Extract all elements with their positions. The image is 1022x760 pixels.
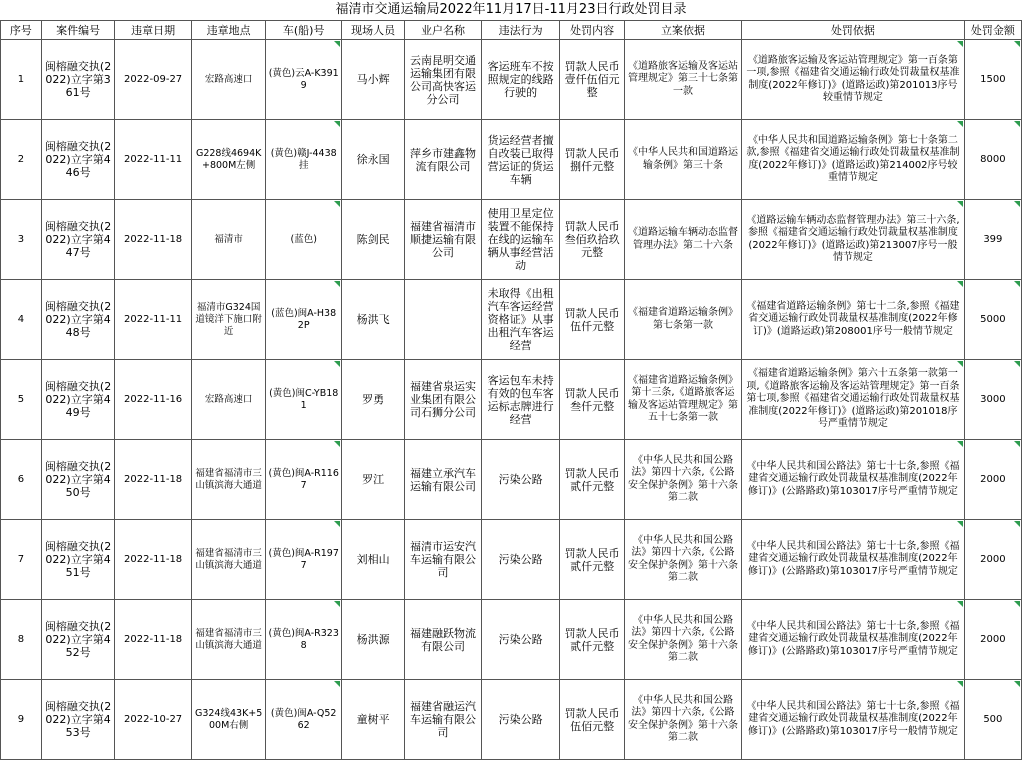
header-cell: 违章地点 xyxy=(191,21,266,40)
cell-marker-icon xyxy=(334,201,340,207)
sheet-title: 福清市交通运输局2022年11月17日-11月23日行政处罚目录 xyxy=(335,2,687,17)
penalty-amount: 3000 xyxy=(964,360,1021,440)
violation-place: G228线4694K+800M左侧 xyxy=(191,120,266,200)
cell-marker-icon xyxy=(334,441,340,447)
violation-date: 2022-10-27 xyxy=(115,680,192,760)
table-row[interactable] xyxy=(1,520,1022,600)
penalty-content: 罚款人民币贰仟元整 xyxy=(560,440,624,520)
cell-marker-icon xyxy=(334,521,340,527)
penalty-basis: 《福建省道路运输条例》第七十二条,参照《福建省交通运输行政处罚裁量权基准制度(2022年修订)》(道路运政)第208001序号一般情节规定 xyxy=(742,280,965,360)
filing-basis: 《道路运输车辆动态监督管理办法》第二十六条 xyxy=(624,200,741,280)
case-number: 闽榕融交执(2022)立字第448号 xyxy=(41,280,115,360)
violation-place: 福建省福清市三山镇滨海大通道 xyxy=(191,520,266,600)
penalty-basis: 《福建省道路运输条例》第六十五条第一款第一项,《道路旅客运输及客运站管理规定》第一百条第七项,参照《福建省交通运输行政处罚裁量权基准制度(2022年修订)》(道路运政)第201018序号严重情节规定 xyxy=(742,360,965,440)
onsite-person: 罗勇 xyxy=(341,360,404,440)
company-name: 福建立承汽车运输有限公司 xyxy=(405,440,482,520)
case-number: 闽榕融交执(2022)立字第451号 xyxy=(41,520,115,600)
header-cell: 现场人员 xyxy=(341,21,404,40)
onsite-person: 童树平 xyxy=(341,680,404,760)
filing-basis: 《中华人民共和国公路法》第四十六条,《公路安全保护条例》第十六条第二款 xyxy=(624,440,741,520)
table-row[interactable] xyxy=(1,360,1022,440)
onsite-person: 陈剑民 xyxy=(341,200,404,280)
penalty-basis: 《中华人民共和国公路法》第七十七条,参照《福建省交通运输行政处罚裁量权基准制度(2022年修订)》(公路路政)第103017序号严重情节规定 xyxy=(742,440,965,520)
violation-date: 2022-09-27 xyxy=(115,40,192,120)
penalty-content: 罚款人民币伍佰元整 xyxy=(560,680,624,760)
cell-marker-icon xyxy=(334,121,340,127)
violation-date: 2022-11-11 xyxy=(115,120,192,200)
cell-marker-icon xyxy=(957,121,963,127)
penalty-amount: 2000 xyxy=(964,520,1021,600)
cell-marker-icon xyxy=(957,361,963,367)
cell-marker-icon xyxy=(957,681,963,687)
plate-number: (蓝色) xyxy=(266,200,342,280)
penalty-basis: 《中华人民共和国公路法》第七十七条,参照《福建省交通运输行政处罚裁量权基准制度(2022年修订)》(公路路政)第103017序号严重情节规定 xyxy=(742,600,965,680)
violation-date: 2022-11-18 xyxy=(115,440,192,520)
header-cell: 处罚依据 xyxy=(742,21,965,40)
table-row[interactable] xyxy=(1,600,1022,680)
cell-marker-icon xyxy=(1014,281,1020,287)
cell-marker-icon xyxy=(1014,361,1020,367)
penalty-amount: 1500 xyxy=(964,40,1021,120)
penalty-amount: 500 xyxy=(964,680,1021,760)
plate-number: (黄色)闽C-YB181 xyxy=(266,360,342,440)
header-cell: 车(船)号 xyxy=(266,21,342,40)
header-cell: 违法行为 xyxy=(481,21,560,40)
table-row[interactable] xyxy=(1,280,1022,360)
company-name: 福建省泉运实业集团有限公司石狮分公司 xyxy=(405,360,482,440)
cell-marker-icon xyxy=(334,681,340,687)
cell-marker-icon xyxy=(1014,441,1020,447)
violation-date: 2022-11-11 xyxy=(115,280,192,360)
violation-place: 福清市G324国道镜洋下施口附近 xyxy=(191,280,266,360)
penalty-content: 罚款人民币捌仟元整 xyxy=(560,120,624,200)
penalty-basis: 《中华人民共和国道路运输条例》第七十条第二款,参照《福建省交通运输行政处罚裁量权基准制度(2022年修订)》(道路运政)第214002序号较重情节规定 xyxy=(742,120,965,200)
case-number: 闽榕融交执(2022)立字第446号 xyxy=(41,120,115,200)
company-name: 福清市运安汽车运输有限公司 xyxy=(405,520,482,600)
penalty-basis: 《中华人民共和国公路法》第七十七条,参照《福建省交通运输行政处罚裁量权基准制度(2022年修订)》(公路路政)第103017序号严重情节规定 xyxy=(742,520,965,600)
company-name xyxy=(405,280,482,360)
company-name: 福建融跃物流有限公司 xyxy=(405,600,482,680)
filing-basis: 《福建省道路运输条例》第十三条,《道路旅客运输及客运站管理规定》第五十七条第一款 xyxy=(624,360,741,440)
penalty-content: 罚款人民币贰仟元整 xyxy=(560,600,624,680)
row-number: 6 xyxy=(1,440,42,520)
filing-basis: 《中华人民共和国公路法》第四十六条,《公路安全保护条例》第十六条第二款 xyxy=(624,600,741,680)
plate-number: (黄色)赣J-4438挂 xyxy=(266,120,342,200)
violation-act: 污染公路 xyxy=(481,600,560,680)
violation-act: 使用卫星定位装置不能保持在线的运输车辆从事经营活动 xyxy=(481,200,560,280)
penalty-content: 罚款人民币壹仟伍佰元整 xyxy=(560,40,624,120)
header-cell: 业户名称 xyxy=(405,21,482,40)
onsite-person: 杨洪飞 xyxy=(341,280,404,360)
violation-act: 未取得《出租汽车客运经营资格证》从事出租汽车客运经营 xyxy=(481,280,560,360)
filing-basis: 《中华人民共和国公路法》第四十六条,《公路安全保护条例》第十六条第二款 xyxy=(624,680,741,760)
case-number: 闽榕融交执(2022)立字第447号 xyxy=(41,200,115,280)
penalty-content: 罚款人民币叁仟元整 xyxy=(560,360,624,440)
table-row[interactable] xyxy=(1,40,1022,120)
case-number: 闽榕融交执(2022)立字第450号 xyxy=(41,440,115,520)
cell-marker-icon xyxy=(957,441,963,447)
case-number: 闽榕融交执(2022)立字第453号 xyxy=(41,680,115,760)
header-cell: 立案依据 xyxy=(624,21,741,40)
company-name: 福建省融运汽车运输有限公司 xyxy=(405,680,482,760)
filing-basis: 《福建省道路运输条例》第七条第一款 xyxy=(624,280,741,360)
row-number: 9 xyxy=(1,680,42,760)
violation-act: 货运经营者擅自改装已取得营运证的货运车辆 xyxy=(481,120,560,200)
header-cell: 处罚内容 xyxy=(560,21,624,40)
filing-basis: 《道路旅客运输及客运站管理规定》第三十七条第一款 xyxy=(624,40,741,120)
penalty-content: 罚款人民币叁佰玖拾玖元整 xyxy=(560,200,624,280)
penalty-table xyxy=(0,20,1022,760)
penalty-basis: 《中华人民共和国公路法》第七十七条,参照《福建省交通运输行政处罚裁量权基准制度(2022年修订)》(公路路政)第103017序号一般情节规定 xyxy=(742,680,965,760)
violation-place: 福建省福清市三山镇滨海大通道 xyxy=(191,600,266,680)
cell-marker-icon xyxy=(957,201,963,207)
header-cell: 序号 xyxy=(1,21,42,40)
penalty-amount: 5000 xyxy=(964,280,1021,360)
violation-date: 2022-11-18 xyxy=(115,520,192,600)
plate-number: (黄色)闽A-R1167 xyxy=(266,440,342,520)
penalty-amount: 2000 xyxy=(964,600,1021,680)
cell-marker-icon xyxy=(334,41,340,47)
cell-marker-icon xyxy=(1014,601,1020,607)
onsite-person: 罗江 xyxy=(341,440,404,520)
penalty-basis: 《道路旅客运输及客运站管理规定》第一百条第一项,参照《福建省交通运输行政处罚裁量权基准制度(2022年修订)》(道路运政)第201013序号较重情节规定 xyxy=(742,40,965,120)
cell-marker-icon xyxy=(1014,681,1020,687)
plate-number: (黄色)闽A-Q5262 xyxy=(266,680,342,760)
onsite-person: 刘相山 xyxy=(341,520,404,600)
table-row[interactable] xyxy=(1,680,1022,760)
violation-act: 客运包车未持有效的包车客运标志牌进行经营 xyxy=(481,360,560,440)
onsite-person: 徐永国 xyxy=(341,120,404,200)
row-number: 7 xyxy=(1,520,42,600)
cell-marker-icon xyxy=(1014,121,1020,127)
penalty-basis: 《道路运输车辆动态监督管理办法》第三十六条,参照《福建省交通运输行政处罚裁量权基准制度(2022年修订)》(道路运政)第213007序号一般情节规定 xyxy=(742,200,965,280)
header-cell: 处罚金额 xyxy=(964,21,1021,40)
case-number: 闽榕融交执(2022)立字第361号 xyxy=(41,40,115,120)
table-row[interactable] xyxy=(1,440,1022,520)
plate-number: (黄色)闽A-R3238 xyxy=(266,600,342,680)
table-row[interactable] xyxy=(1,200,1022,280)
cell-marker-icon xyxy=(957,281,963,287)
row-number: 4 xyxy=(1,280,42,360)
penalty-content: 罚款人民币伍仟元整 xyxy=(560,280,624,360)
cell-marker-icon xyxy=(334,361,340,367)
cell-marker-icon xyxy=(957,601,963,607)
case-number: 闽榕融交执(2022)立字第452号 xyxy=(41,600,115,680)
cell-marker-icon xyxy=(1014,201,1020,207)
cell-marker-icon xyxy=(957,41,963,47)
violation-date: 2022-11-18 xyxy=(115,200,192,280)
violation-place: 福清市 xyxy=(191,200,266,280)
table-row[interactable] xyxy=(1,120,1022,200)
plate-number: (黄色)闽A-R1977 xyxy=(266,520,342,600)
plate-number: (黄色)云A-K3919 xyxy=(266,40,342,120)
violation-date: 2022-11-18 xyxy=(115,600,192,680)
penalty-amount: 399 xyxy=(964,200,1021,280)
violation-act: 污染公路 xyxy=(481,440,560,520)
row-number: 8 xyxy=(1,600,42,680)
cell-marker-icon xyxy=(1014,41,1020,47)
header-cell: 违章日期 xyxy=(115,21,192,40)
onsite-person: 杨洪源 xyxy=(341,600,404,680)
header-cell: 案件编号 xyxy=(41,21,115,40)
penalty-content: 罚款人民币贰仟元整 xyxy=(560,520,624,600)
cell-marker-icon xyxy=(334,281,340,287)
company-name: 萍乡市建鑫物流有限公司 xyxy=(405,120,482,200)
company-name: 福建省福清市顺捷运输有限公司 xyxy=(405,200,482,280)
row-number: 3 xyxy=(1,200,42,280)
filing-basis: 《中华人民共和国道路运输条例》第三十条 xyxy=(624,120,741,200)
cell-marker-icon xyxy=(1014,521,1020,527)
header-row xyxy=(1,21,1022,40)
row-number: 5 xyxy=(1,360,42,440)
case-number: 闽榕融交执(2022)立字第449号 xyxy=(41,360,115,440)
violation-place: 福建省福清市三山镇滨海大通道 xyxy=(191,440,266,520)
violation-act: 客运班车不按照规定的线路行驶的 xyxy=(481,40,560,120)
violation-act: 污染公路 xyxy=(481,680,560,760)
row-number: 1 xyxy=(1,40,42,120)
violation-act: 污染公路 xyxy=(481,520,560,600)
cell-marker-icon xyxy=(334,601,340,607)
onsite-person: 马小辉 xyxy=(341,40,404,120)
company-name: 云南昆明交通运输集团有限公司高快客运分公司 xyxy=(405,40,482,120)
violation-place: 宏路高速口 xyxy=(191,360,266,440)
penalty-amount: 2000 xyxy=(964,440,1021,520)
violation-place: G324线43K+500M右侧 xyxy=(191,680,266,760)
violation-place: 宏路高速口 xyxy=(191,40,266,120)
plate-number: (蓝色)闽A-H382P xyxy=(266,280,342,360)
cell-marker-icon xyxy=(957,521,963,527)
violation-date: 2022-11-16 xyxy=(115,360,192,440)
row-number: 2 xyxy=(1,120,42,200)
filing-basis: 《中华人民共和国公路法》第四十六条,《公路安全保护条例》第十六条第二款 xyxy=(624,520,741,600)
penalty-amount: 8000 xyxy=(964,120,1021,200)
